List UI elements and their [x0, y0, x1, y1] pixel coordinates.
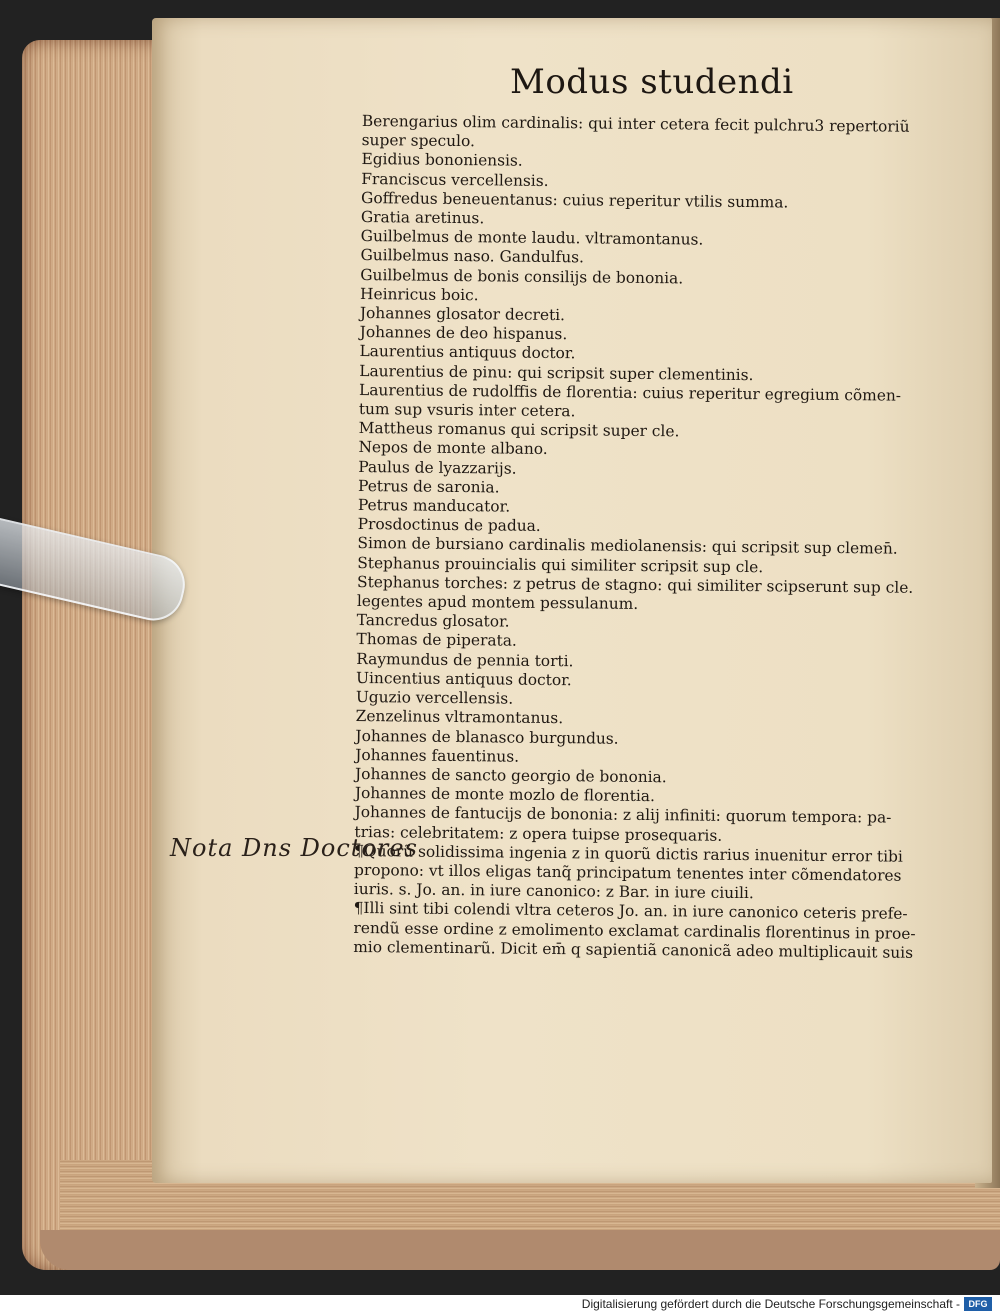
text-line: Stephanus torches: z petrus de stagno: qui similiter scipserunt sup cle. — [356, 572, 914, 597]
text-line: Mattheus romanus qui scripsit super cle. — [358, 419, 680, 441]
page-header: Modus studendi — [510, 62, 794, 102]
text-line: propono: vt illos eligas tanq̃ principatum tenentes inter cõmendatores — [353, 860, 902, 885]
text-line: Paulus de lyazzarijs. — [358, 457, 517, 478]
text-line: Petrus manducator. — [357, 496, 511, 516]
text-line: Guilbelmus naso. Gandulfus. — [360, 246, 585, 267]
text-line: Berengarius olim cardinalis: qui inter cetera fecit pulchru3 repertoriũ — [361, 112, 910, 136]
text-line: iuris. s. Jo. an. in iure canonico: z Bar. in iure ciuili. — [353, 880, 754, 903]
text-line: Simon de bursiano cardinalis mediolanensis: qui scripsit sup clemen̄. — [357, 534, 898, 559]
text-line: Heinricus boic. — [360, 284, 479, 305]
text-line: rendũ esse ordine z emolimento exclamat cardinalis florentinus in proe- — [353, 918, 916, 943]
text-line: Petrus de saronia. — [357, 476, 500, 497]
text-line: Tancredus glosator. — [356, 611, 510, 631]
text-line: Goffredus beneuentanus: cuius reperitur vtilis summa. — [361, 188, 789, 212]
text-line: Egidius bononiensis. — [361, 150, 523, 171]
text-line: legentes apud montem pessulanum. — [356, 592, 639, 613]
text-line: Prosdoctinus de padua. — [357, 515, 541, 536]
handwritten-marginalia: Nota Dns Doctores — [170, 834, 418, 862]
text-line: Johannes fauentinus. — [355, 745, 520, 766]
text-line: Nepos de monte albano. — [358, 438, 548, 459]
text-line: Uincentius antiquus doctor. — [355, 668, 572, 690]
text-line: Johannes de monte mozlo de florentia. — [354, 784, 655, 806]
digitization-credit: Digitalisierung gefördert durch die Deutsche Forschungsgemeinschaft - — [581, 1297, 960, 1311]
text-line: super speculo. — [361, 131, 476, 151]
text-line: Laurentius antiquus doctor. — [359, 342, 576, 363]
text-line: Gratia aretinus. — [360, 208, 485, 228]
text-line: Raymundus de pennia torti. — [356, 649, 574, 670]
text-line: Guilbelmus de bonis consilijs de bononia. — [360, 265, 684, 287]
text-line: Franciscus vercellensis. — [361, 169, 549, 190]
page-text-block — [353, 112, 937, 963]
text-line: Johannes de blanasco burgundus. — [355, 726, 619, 748]
book-cover — [40, 1230, 1000, 1270]
text-line: trias: celebritatem: z opera tuipse prosequaris. — [354, 822, 723, 845]
text-line: Johannes glosator decreti. — [359, 304, 566, 325]
text-line: Johannes de deo hispanus. — [359, 323, 568, 344]
text-line: ¶Quorũ solidissima ingenia z in quorũ dictis rarius inuenitur error tibi — [354, 841, 903, 866]
book-page-edges — [22, 40, 172, 1270]
text-line: Guilbelmus de monte laudu. vltramontanus. — [360, 227, 704, 249]
text-line: Laurentius de rudolffis de florentia: cuius reperitur egregium cõmen- — [358, 380, 902, 405]
text-line: ¶Illi sint tibi colendi vltra ceteros Jo. an. in iure canonico ceteris prefe- — [353, 899, 908, 924]
text-line: Thomas de piperata. — [356, 630, 517, 651]
text-line: Zenzelinus vltramontanus. — [355, 707, 564, 728]
text-line: Laurentius de pinu: qui scripsit super clementinis. — [359, 361, 754, 384]
text-line: Stephanus prouincialis qui similiter scripsit sup cle. — [357, 553, 764, 576]
text-line: Johannes de fantucijs de bononia: z alij infiniti: quorum tempora: pa- — [354, 803, 892, 827]
text-line: Johannes de sancto georgio de bononia. — [354, 764, 667, 787]
text-line: tum sup vsuris inter cetera. — [358, 400, 576, 421]
text-line: Uguzio vercellensis. — [355, 688, 514, 708]
dfg-logo: DFG — [964, 1297, 992, 1311]
text-line: mio clementinarũ. Dicit em̄ q sapientiã canonicã adeo multiplicauit suis — [353, 937, 914, 962]
